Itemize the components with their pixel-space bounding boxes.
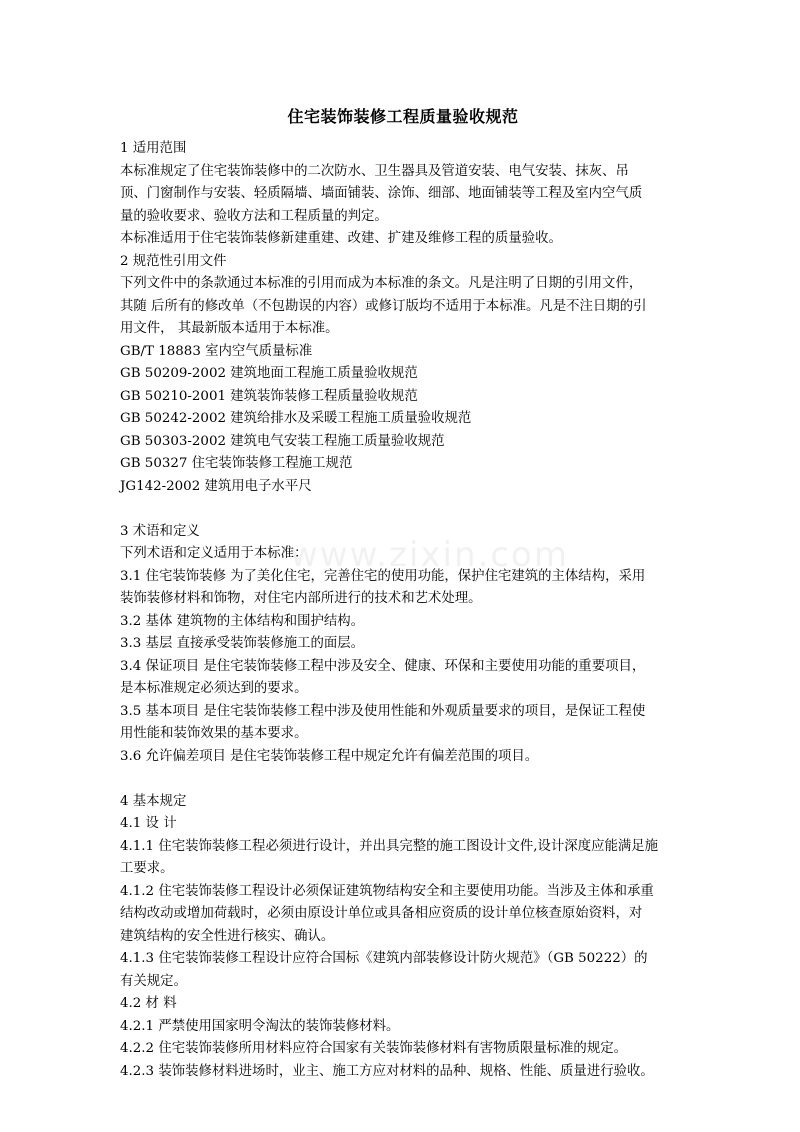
text-line: 下列术语和定义适用于本标准： — [120, 546, 308, 561]
text-line: GB 50303-2002 建筑电气安装工程施工质量验收规范 — [120, 433, 445, 449]
text-line: GB 50327 住宅装饰装修工程施工规范 — [120, 456, 353, 471]
blank-line — [120, 768, 686, 791]
text-line: 工要求。 — [120, 861, 174, 876]
text-line: GB 50242-2002 建筑给排水及采暖工程施工质量验收规范 — [120, 411, 472, 426]
text-line: 4.1.1 住宅装饰装修工程必须进行设计，并出具完整的施工图设计文件,设计深度应能满足施 — [120, 838, 659, 854]
text-line: 建筑结构的安全性进行核实、确认。 — [120, 928, 335, 944]
text-line: 顶、门窗制作与安装、轻质隔墙、墙面铺装、涂饰、细部、地面铺装等工程及室内空气质 — [120, 186, 643, 201]
text-line: 3.1 住宅装饰装修 为了美化住宅，完善住宅的使用功能，保护住宅建筑的主体结构，采用 — [120, 568, 646, 584]
text-line: GB 50209-2002 建筑地面工程施工质量验收规范 — [120, 366, 418, 381]
text-line: 4.2.2 住宅装饰装修所用材料应符合国家有关装饰装修材料有害物质限量标准的规定。 — [120, 1041, 627, 1056]
text-line: 是本标准规定必须达到的要求。 — [120, 681, 308, 696]
text-line: 结构改动或增加荷载时，必须由原设计单位或具备相应资质的设计单位核查原始资料，对 — [120, 906, 643, 921]
text-line: 本标准规定了住宅装饰装修中的二次防水、卫生器具及管道安装、电气安装、抹灰、吊 — [120, 163, 629, 179]
text-line: 用文件， 其最新版本适用于本标准。 — [120, 321, 339, 336]
text-line: 4.1.3 住宅装饰装修工程设计应符合国标《建筑内部装修设计防火规范》（GB 50222）的 — [120, 951, 648, 966]
watermark: www.zixin.com — [290, 535, 569, 575]
text-line: 4.1.2 住宅装饰装修工程设计必须保证建筑物结构安全和主要使用功能。当涉及主体和承重 — [120, 883, 654, 899]
text-line: 本标准适用于住宅装饰装修新建重建、改建、扩建及维修工程的质量验收。 — [120, 231, 562, 246]
text-line: GB 50210-2001 建筑装饰装修工程质量验收规范 — [120, 388, 418, 404]
text-line: 量的验收要求、验收方法和工程质量的判定。 — [120, 208, 388, 224]
text-line: 4.1 设 计 — [120, 816, 177, 831]
text-line: 下列文件中的条款通过本标准的引用而成为本标准的条文。凡是注明了日期的引用文件， — [120, 276, 643, 291]
document-page — [120, 106, 686, 1083]
text-line: 4 基本规定 — [120, 793, 187, 809]
text-line: JG142-2002 建筑用电子水平尺 — [120, 478, 312, 494]
text-line: 3.5 基本项目 是住宅装饰装修工程中涉及使用性能和外观质量要求的项目，是保证工程使 — [120, 703, 646, 719]
text-line: 装饰装修材料和饰物，对住宅内部所进行的技术和艺术处理。 — [120, 591, 482, 606]
blank-line — [120, 498, 686, 521]
text-line: 3.3 基层 直接承受装饰装修施工的面层。 — [120, 636, 365, 651]
text-line: 2 规范性引用文件 — [120, 253, 227, 269]
text-line: 有关规定。 — [120, 973, 187, 989]
text-line: GB/T 18883 室内空气质量标准 — [120, 343, 313, 359]
text-line: 3.4 保证项目 是住宅装饰装修工程中涉及安全、健康、环保和主要使用功能的重要项目， — [120, 658, 646, 674]
text-line: 3.2 基体 建筑物的主体结构和围护结构。 — [120, 613, 365, 629]
text-line: 4.2 材 料 — [120, 996, 177, 1011]
document-title: 住宅装饰装修工程质量验收规范 — [287, 107, 519, 126]
text-line: 4.2.1 严禁使用国家明令淘汰的装饰装修材料。 — [120, 1018, 400, 1034]
text-line: 4.2.3 装饰装修材料进场时，业主、施工方应对材料的品种、规格、性能、质量进行验收。 — [120, 1063, 654, 1079]
text-line: 其随 后所有的修改单（不包勘误的内容）或修订版均不适用于本标准。凡是不注日期的引 — [120, 298, 647, 314]
text-line: 3 术语和定义 — [120, 523, 200, 539]
text-line: 3.6 允许偏差项目 是住宅装饰装修工程中规定允许有偏差范围的项目。 — [120, 748, 539, 764]
text-line: 1 适用范围 — [120, 141, 187, 156]
text-line: 用性能和装饰效果的基本要求。 — [120, 726, 308, 741]
